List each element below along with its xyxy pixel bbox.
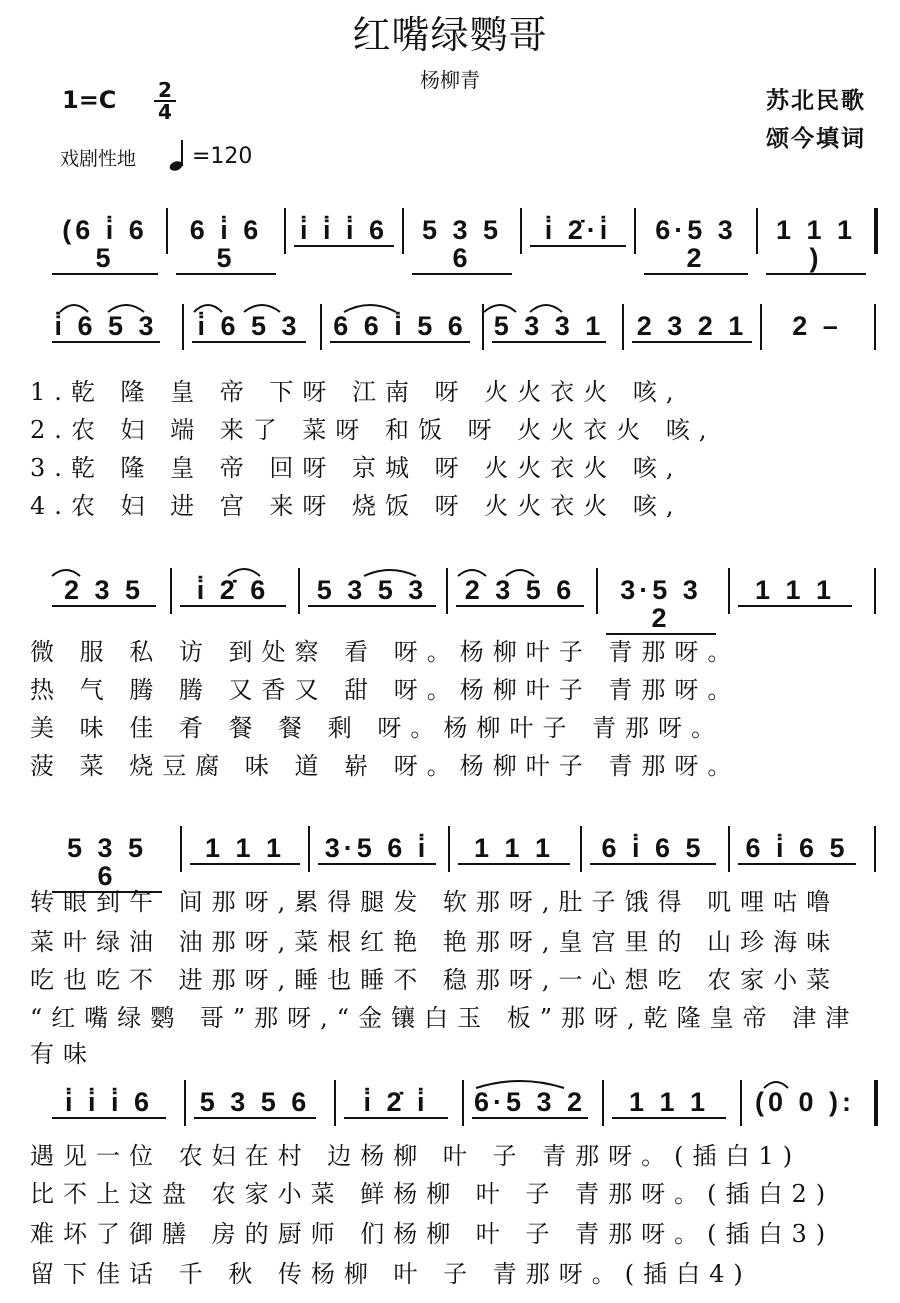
lyric-line: 3.乾 隆 皇 帝 回呀 京城 呀 火火衣火 咳, xyxy=(30,454,683,482)
song-title: 红嘴绿鹦哥 xyxy=(352,13,548,57)
lyric-line: 2.农 妇 端 来了 菜呀 和饭 呀 火火衣火 咳, xyxy=(30,416,716,444)
lyric-line: 菠 菜 烧豆腐 味 道 崭 呀。杨柳叶子 青那呀。 xyxy=(30,752,741,780)
measure: 6·5 3 2 xyxy=(636,200,756,260)
lyric-line: 菜叶绿油 油那呀,菜根红艳 艳那呀,皇宫里的 山珍海味 xyxy=(30,928,840,956)
measure: 2 3 5 6 xyxy=(448,560,592,620)
song-origin: 苏北民歌 xyxy=(766,87,866,114)
staff-system-1 xyxy=(44,200,880,273)
key-signature: 1=C xyxy=(62,86,117,114)
staff-system-5 xyxy=(44,1072,880,1132)
measure: (0 0 ): xyxy=(754,1087,855,1117)
final-barline xyxy=(874,1080,878,1126)
measure: (6 i̇ 6 5 xyxy=(44,200,166,260)
measure: i̇ 2̇ i̇ xyxy=(336,1072,456,1132)
quarter-note-icon xyxy=(168,138,188,172)
measure: 1 1 1 xyxy=(450,818,578,878)
measure: 5 3 5 6 xyxy=(44,818,170,878)
lyric-line: 微 服 私 访 到处察 看 呀。杨柳叶子 青那呀。 xyxy=(30,638,741,666)
tempo-value: =120 xyxy=(192,144,253,169)
measure: 6·5 3 2 xyxy=(473,1087,587,1117)
measure: 5 3 5 3 xyxy=(300,560,444,620)
lyricist-credit: 颂今填词 xyxy=(766,125,866,152)
measure: i̇ 6 5 3 xyxy=(184,296,314,356)
staff-system-3 xyxy=(44,560,880,633)
measure: 3·5 6 i̇ xyxy=(310,818,444,878)
lyric-line: 遇见一位 农妇在村 边杨柳 叶 子 青那呀。(插白1) xyxy=(30,1142,802,1170)
lyric-line: 比不上这盘 农家小菜 鲜杨柳 叶 子 青那呀。(插白2) xyxy=(30,1180,835,1208)
measure: 2 3 5 xyxy=(44,560,164,620)
measure: 6 i̇ 6 5 xyxy=(582,818,724,878)
time-signature-bottom: 4 xyxy=(158,100,172,124)
barline xyxy=(874,208,878,254)
lyric-line: “红嘴绿鹦 哥”那呀,“金镶白玉 板”那呀,乾隆皇帝 津津有味 xyxy=(30,1004,859,1068)
measure: i̇ i̇ i̇ 6 xyxy=(44,1072,174,1132)
barline xyxy=(874,304,876,350)
tune-name: 杨柳青 xyxy=(420,68,480,92)
measure: 6 i̇ 6 5 xyxy=(168,200,284,260)
lyric-line: 1.乾 隆 皇 帝 下呀 江南 呀 火火衣火 咳, xyxy=(30,378,683,406)
lyric-line: 美 味 佳 肴 餐 餐 剩 呀。杨柳叶子 青那呀。 xyxy=(30,714,725,742)
measure: 1 1 1 xyxy=(730,560,860,620)
measure: 1 1 1 xyxy=(604,1072,734,1132)
measure: 6 i̇ 6 5 xyxy=(730,818,864,878)
measure: i̇ 2̇ 6 xyxy=(172,560,294,620)
lyric-line: 转眼到午 间那呀,累得腿发 软那呀,肚子饿得 叽哩咕噜 xyxy=(30,888,840,916)
measure: 2 – xyxy=(792,311,842,341)
measure: i̇ i̇ i̇ 6 xyxy=(286,200,402,260)
measure: 2 3 2 1 xyxy=(624,296,760,356)
measure: 5 3 5 6 xyxy=(404,200,520,260)
lyric-line: 热 气 腾 腾 又香又 甜 呀。杨柳叶子 青那呀。 xyxy=(30,676,741,704)
measure: 6 6 i̇ 5 6 xyxy=(322,296,478,356)
measure: 1 1 1 ) xyxy=(758,200,874,260)
lyric-line: 吃也吃不 进那呀,睡也睡不 稳那呀,一心想吃 农家小菜 xyxy=(30,966,840,994)
measure: 1 1 1 xyxy=(182,818,308,878)
lyric-line: 4.农 妇 进 宫 来呀 烧饭 呀 火火衣火 咳, xyxy=(30,492,683,520)
measure: i̇ 6 5 3 xyxy=(44,296,168,356)
staff-system-2 xyxy=(44,296,880,356)
lyric-line: 留下佳话 千 秋 传杨柳 叶 子 青那呀。(插白4) xyxy=(30,1260,752,1288)
measure: i̇ 2̇·i̇ xyxy=(522,200,634,260)
barline xyxy=(874,568,876,614)
barline xyxy=(874,826,876,872)
lyric-line: 难坏了御膳 房的厨师 们杨柳 叶 子 青那呀。(插白3) xyxy=(30,1220,835,1248)
staff-system-4 xyxy=(44,818,880,891)
expression-mark: 戏剧性地 xyxy=(60,148,137,170)
time-signature xyxy=(152,80,178,122)
time-signature-top: 2 xyxy=(158,78,172,102)
measure: 3·5 3 2 xyxy=(598,560,724,620)
measure: 5 3 5 6 xyxy=(186,1072,324,1132)
measure: 5 3 3 1 xyxy=(493,311,605,341)
